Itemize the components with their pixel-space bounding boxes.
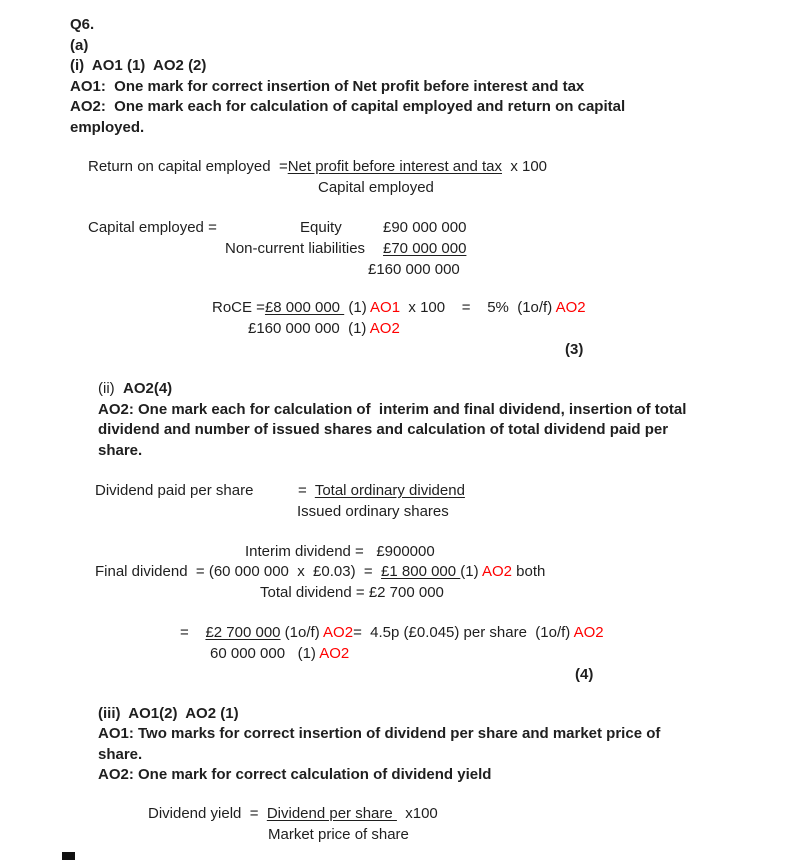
text-segment: x100: [396, 805, 438, 822]
ao2-guidance-iii: [98, 765, 491, 785]
ao1-guidance-i: [70, 77, 584, 97]
marks-total-ii: [575, 665, 593, 685]
dividend-yield-formula-denominator: [268, 825, 409, 845]
page-edge-mark: [62, 852, 75, 860]
text-segment: Net profit before interest and tax: [287, 158, 502, 175]
ao-mark: AO2: [319, 645, 350, 662]
text-segment: x 100 = 5% (1o/f): [400, 299, 556, 316]
ao2-guidance-ii-line3: [98, 441, 142, 461]
text-segment: (iii) AO1(2) AO2 (1): [98, 705, 239, 722]
ao1-guidance-iii-line2: [98, 745, 142, 765]
roce-calculation-numerator: [212, 298, 586, 318]
text-segment: AO1: Two marks for correct insertion of dividend per share and market price of: [98, 725, 661, 742]
text-segment: Capital employed =: [88, 219, 217, 236]
ao-allocation-iii: [98, 704, 239, 724]
capital-employed-label: [88, 218, 217, 238]
text-segment: Final dividend = (60 000 000 x £0.03) =: [95, 563, 382, 580]
text-segment: share.: [98, 442, 143, 459]
text-segment: dividend and number of issued shares and calculation of total dividend paid per: [98, 421, 669, 438]
text-segment: £160 000 000 (1): [248, 320, 370, 337]
text-segment: Dividend paid per share: [95, 482, 254, 499]
text-segment: Capital employed: [318, 179, 434, 196]
text-segment: Equity: [300, 219, 342, 236]
ao-mark: AO1: [370, 299, 401, 316]
dividend-per-share-formula-denominator: [297, 502, 449, 522]
final-dividend-line: [95, 562, 545, 582]
ao2-guidance-ii-line1: [98, 400, 686, 420]
question-number: [70, 15, 94, 35]
interim-dividend-line: [245, 542, 435, 562]
equity-value: [383, 218, 466, 238]
text-segment: Total ordinary dividend: [314, 482, 465, 499]
text-segment: £1 800 000: [381, 563, 461, 580]
ao2-guidance-ii-line2: [98, 420, 668, 440]
part-label: [70, 36, 88, 56]
text-segment: 60 000 000 (1): [210, 645, 320, 662]
dividend-per-share-calculation-denominator: [210, 644, 349, 664]
dividend-yield-formula-numerator: [148, 804, 438, 824]
ao-allocation-ii: [98, 379, 172, 399]
non-current-liabilities-value: [383, 239, 466, 259]
text-segment: Dividend yield =: [148, 805, 267, 822]
text-segment: both: [511, 563, 546, 580]
text-segment: Q6.: [70, 16, 95, 33]
text-segment: share.: [98, 746, 143, 763]
text-segment: AO2: One mark each for calculation of interim and final dividend, insertion of total: [98, 401, 687, 418]
text-segment: =: [180, 624, 206, 641]
roce-formula-numerator: [88, 157, 547, 177]
text-segment: (i) AO1 (1) AO2 (2): [70, 57, 207, 74]
ao2-guidance-i-line1: [70, 97, 625, 117]
text-segment: £70 000 000: [383, 240, 467, 257]
text-segment: Market price of share: [268, 826, 409, 843]
text-segment: (1): [344, 299, 371, 316]
capital-employed-total: [368, 260, 460, 280]
text-segment: Issued ordinary shares: [297, 503, 449, 520]
text-segment: AO2: One mark each for calculation of capital employed and return on capital: [70, 98, 626, 115]
ao-mark: AO2: [555, 299, 586, 316]
text-segment: Total dividend = £2 700 000: [260, 584, 444, 601]
ao2-guidance-i-line2: [70, 118, 144, 138]
text-segment: Interim dividend = £900000: [245, 543, 435, 560]
non-current-liabilities-label: [225, 239, 365, 259]
text-segment: £2 700 000: [205, 624, 281, 641]
total-dividend-line: [260, 583, 444, 603]
text-segment: £90 000 000: [383, 219, 467, 236]
text-segment: Return on capital employed =: [88, 158, 288, 175]
text-segment: Dividend per share: [266, 805, 397, 822]
text-segment: (1): [460, 563, 482, 580]
text-segment: £8 000 000: [264, 299, 345, 316]
text-segment: (ii): [98, 380, 123, 397]
text-segment: (a): [70, 37, 89, 54]
dividend-per-share-formula-numerator: [298, 481, 465, 501]
ao-mark: AO2: [323, 624, 354, 641]
ao-mark: AO2: [573, 624, 604, 641]
ao1-guidance-iii-line1: [98, 724, 660, 744]
text-segment: AO1: One mark for correct insertion of Net profit before interest and tax: [70, 78, 585, 95]
text-segment: RoCE =: [212, 299, 265, 316]
text-segment: employed.: [70, 119, 145, 136]
marks-total-i: [565, 340, 583, 360]
roce-calculation-denominator: [248, 319, 400, 339]
text-segment: x 100: [502, 158, 548, 175]
text-segment: AO2(4): [123, 380, 173, 397]
equity-label: [300, 218, 342, 238]
text-segment: (1o/f): [280, 624, 324, 641]
dividend-per-share-formula-label: [95, 481, 253, 501]
roce-formula-denominator: [318, 178, 434, 198]
dividend-per-share-calculation-numerator: [180, 623, 604, 643]
text-segment: Non-current liabilities: [225, 240, 366, 257]
ao-mark: AO2: [481, 563, 512, 580]
text-segment: £160 000 000: [368, 261, 460, 278]
text-segment: (4): [575, 666, 594, 683]
ao-allocation-i: [70, 56, 206, 76]
text-segment: (3): [565, 341, 584, 358]
ao-mark: AO2: [369, 320, 400, 337]
text-segment: = 4.5p (£0.045) per share (1o/f): [353, 624, 574, 641]
text-segment: AO2: One mark for correct calculation of dividend yield: [98, 766, 492, 783]
text-segment: =: [298, 482, 315, 499]
